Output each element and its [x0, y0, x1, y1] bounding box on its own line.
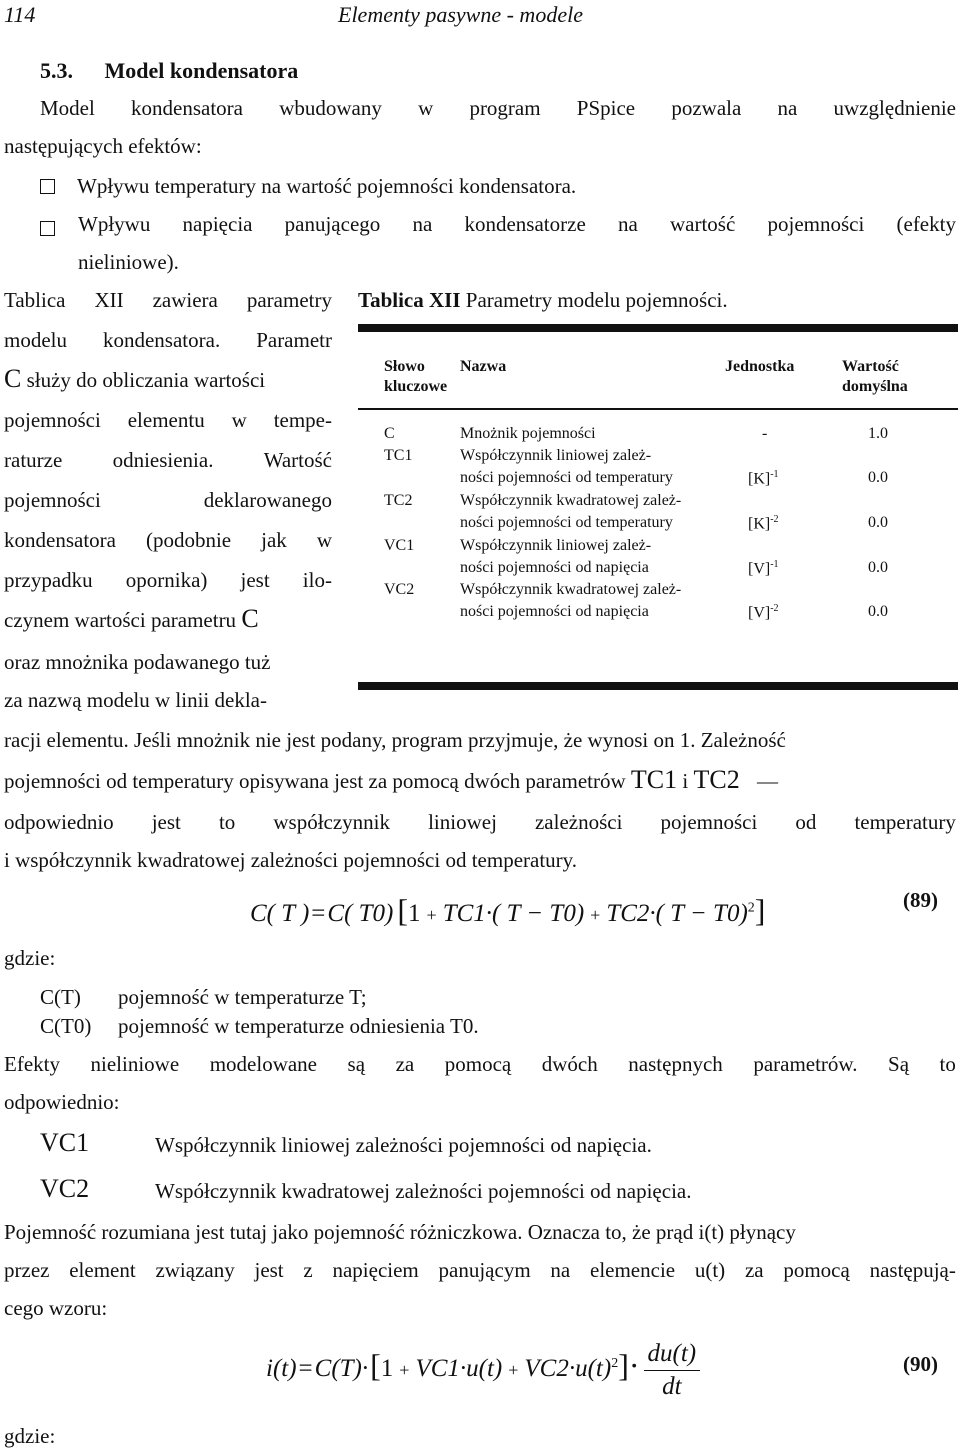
- where-label: gdzie:: [4, 946, 56, 970]
- section-title: Model kondensatora: [104, 58, 299, 83]
- paragraph-line: i współczynnik kwadratowej zależności pojemności od temperatury.: [4, 848, 578, 872]
- definition-text: pojemność w temperaturze odniesienia T0.: [118, 1014, 479, 1038]
- wrap-line: Tablica XII zawiera parametry: [4, 288, 332, 312]
- running-title: Elementy pasywne - modele: [338, 2, 583, 27]
- param-symbol: VC2: [40, 1174, 90, 1203]
- wrap-line: C służy do obliczania wartości: [4, 364, 266, 393]
- equation-89: C( T )=C( T0) [1 + TC1·( T − T0) + TC2·( T − T0)$^2$]: [250, 892, 766, 928]
- table-cell-unit: $[V]^{-1}$: [748, 559, 779, 578]
- table-cell-value: 1.0: [868, 425, 888, 442]
- table-cell-name: Mnożnik pojemności: [460, 425, 596, 442]
- wrap-line: pojemności elementu w tempe-: [4, 408, 332, 432]
- equation-label: (90): [903, 1352, 938, 1376]
- table-cell-value: 0.0: [868, 559, 888, 576]
- table-cell-key: VC2: [384, 581, 415, 598]
- wrap-line: czynem wartości parametru C: [4, 604, 259, 633]
- bullet-item: Wpływu napięcia panującego na kondensatorze na wartość pojemności (efekty: [78, 212, 956, 236]
- paragraph-line: racji elementu. Jeśli mnożnik nie jest podany, program przyjmuje, że wynosi on 1. Zależność: [4, 728, 786, 752]
- param-symbol: VC1: [40, 1128, 90, 1157]
- table-cell-unit: $[K]^{-1}$: [748, 469, 779, 488]
- table-cell-value: 0.0: [868, 469, 888, 486]
- equation-90: $i(t)=C(T)\cdot[1 + VC1\cdot u(t) + VC2\cdot u(t)^2]\cdot$ $\frac{du(t)}{dt}$: [266, 1340, 700, 1401]
- table-header-name: Nazwa: [460, 358, 507, 375]
- paragraph-line: pojemności od temperatury opisywana jest za pomocą dwóch parametrów TC1 i TC2 —: [4, 765, 778, 794]
- table-cell-key: TC2: [384, 492, 413, 509]
- param-symbol: C: [241, 604, 259, 633]
- table-header-default: Wartość domyślna: [842, 358, 908, 395]
- section-heading: [40, 58, 298, 84]
- table-cell-value: 0.0: [868, 603, 888, 620]
- table-cell-unit: $[K]^{-2}$: [748, 514, 779, 533]
- definition-symbol: C(T): [40, 985, 81, 1009]
- table-cell-unit: -: [762, 425, 768, 442]
- equation-label: (89): [903, 888, 938, 912]
- table-cell-name: Współczynnik liniowej zależ- ności pojemności od temperatury: [460, 447, 673, 486]
- param-symbol: TC2: [693, 765, 740, 794]
- table-top-rule: [358, 324, 958, 332]
- fraction: $\frac{du(t)}{dt}$: [644, 1340, 701, 1401]
- paragraph-line: cego wzoru:: [4, 1296, 108, 1320]
- table-cell-key: C: [384, 425, 395, 442]
- table-cell-name: Współczynnik kwadratowej zależ- ności pojemności od napięcia: [460, 581, 682, 620]
- table-cell-key: VC1: [384, 537, 415, 554]
- wrap-line: pojemności deklarowanego: [4, 488, 332, 512]
- where-label: gdzie:: [4, 1424, 56, 1448]
- checkbox-square-icon: [40, 216, 77, 241]
- definition-symbol: C(T0): [40, 1014, 92, 1038]
- wrap-line: za nazwą modelu w linii dekla-: [4, 688, 267, 712]
- bullet-continuation: nieliniowe).: [78, 250, 179, 274]
- paragraph-line: Efekty nieliniowe modelowane są za pomocą dwóch następnych parametrów. Są to: [4, 1052, 956, 1076]
- paragraph-line: odpowiednio:: [4, 1090, 120, 1114]
- paragraph-line: Pojemność rozumiana jest tutaj jako pojemność różniczkowa. Oznacza to, że prąd i(t) płynący: [4, 1220, 796, 1244]
- param-symbol: C: [4, 364, 22, 393]
- intro-line-1: Model kondensatora wbudowany w program PSpice pozwala na uwzględnienie: [40, 96, 956, 120]
- param-symbol: TC1: [630, 765, 678, 794]
- table-cell-key: TC1: [384, 447, 413, 464]
- wrap-line: oraz mnożnika podawanego tuż: [4, 650, 271, 674]
- table-bottom-rule: [358, 682, 958, 690]
- table-caption: Tablica XII Parametry modelu pojemności.: [358, 288, 728, 312]
- table-cell-value: 0.0: [868, 514, 888, 531]
- definition-text: pojemność w temperaturze T;: [118, 985, 367, 1009]
- wrap-line: raturze odniesienia. Wartość: [4, 448, 332, 472]
- param-description: Współczynnik liniowej zależności pojemności od napięcia.: [155, 1133, 652, 1157]
- checkbox-square-icon: [40, 179, 55, 194]
- table-header-rule: [358, 408, 958, 410]
- table-cell-name: Współczynnik kwadratowej zależ- ności pojemności od temperatury: [460, 492, 682, 531]
- wrap-line: modelu kondensatora. Parametr: [4, 328, 332, 352]
- wrap-line: kondensatora (podobnie jak w: [4, 528, 332, 552]
- intro-line-2: następujących efektów:: [4, 134, 202, 158]
- table-cell-unit: $[V]^{-2}$: [748, 603, 779, 622]
- paragraph-line: odpowiednio jest to współczynnik liniowej zależności pojemności od temperatury: [4, 810, 956, 834]
- paragraph-line: przez element związany jest z napięciem panującym na elemencie u(t) za pomocą następują-: [4, 1258, 956, 1282]
- table-header-unit: Jednostka: [725, 358, 795, 375]
- bullet-item: Wpływu temperatury na wartość pojemności kondensatora.: [40, 174, 576, 199]
- param-description: Współczynnik kwadratowej zależności pojemności od napięcia.: [155, 1179, 692, 1203]
- table-header-keyword: Słowo kluczowe: [384, 358, 448, 395]
- page-number: 114: [4, 2, 36, 27]
- section-number: 5.3.: [40, 58, 73, 83]
- table-cell-name: Współczynnik liniowej zależ- ności pojemności od napięcia: [460, 537, 652, 576]
- wrap-line: przypadku opornika) jest ilo-: [4, 568, 332, 592]
